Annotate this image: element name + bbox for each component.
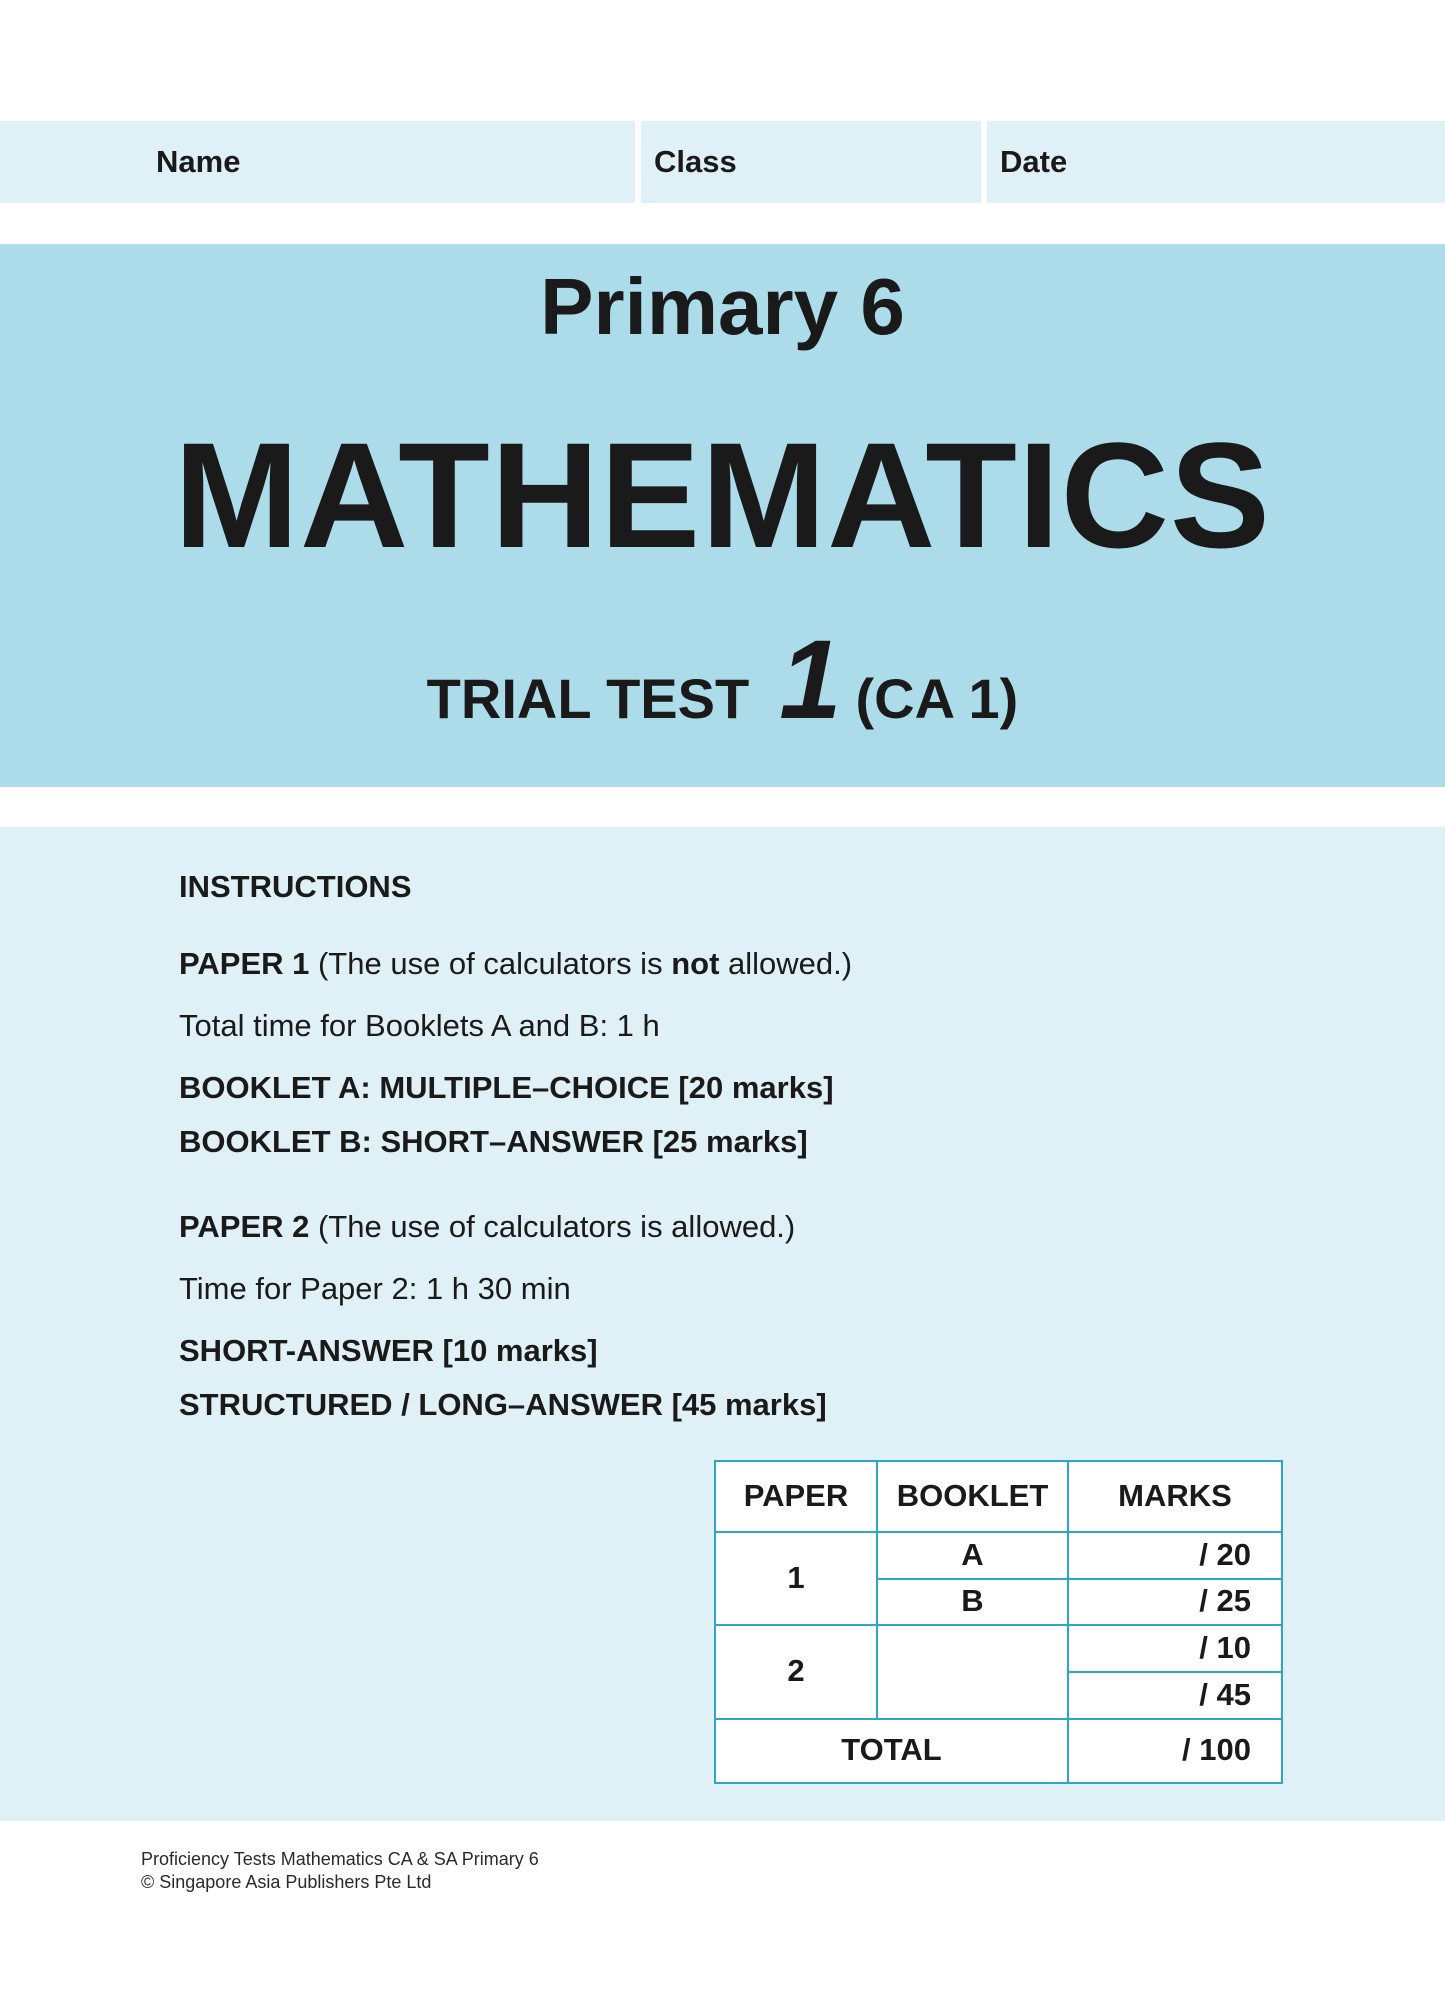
date-field[interactable] [987,121,1445,203]
paper1-note-prefix: (The use of calculators is [317,946,663,981]
marks-paper2-2-cell[interactable]: / 45 [1199,1677,1251,1712]
test-title [0,615,1445,744]
paper1-note-emphasis: not [671,946,720,981]
header-marks: MARKS [1118,1478,1232,1513]
marks-paper2-1-cell[interactable]: / 10 [1199,1630,1251,1665]
marks-a-cell[interactable]: / 20 [1199,1537,1251,1572]
paper1-booklet-a: BOOKLET A: MULTIPLE–CHOICE [20 marks] [179,1070,834,1105]
table-rule-header [716,1531,1281,1533]
student-info-fields [0,121,1445,203]
total-label: TOTAL [841,1732,942,1767]
booklet-a-cell: A [961,1537,984,1572]
test-code: (CA 1) [855,667,1019,730]
footer-title: Proficiency Tests Mathematics CA & SA Primary 6 [141,1849,539,1869]
test-number: 1 [779,617,842,742]
level-title: Primary 6 [540,262,905,351]
header-booklet: BOOKLET [896,1478,1049,1513]
marks-b-cell[interactable]: / 25 [1199,1583,1251,1618]
table-rule-marks-2 [1068,1671,1281,1673]
paper1-line [179,944,852,984]
paper1-number: 1 [787,1560,805,1595]
paper2-short-answer: SHORT-ANSWER [10 marks] [179,1333,598,1368]
table-rule-paper2 [716,1718,1281,1720]
footer-copyright: © Singapore Asia Publishers Pte Ltd [141,1872,432,1892]
marks-table [714,1460,1283,1784]
test-label: TRIAL TEST [426,667,750,730]
date-label: Date [1000,144,1068,179]
class-field[interactable] [641,121,981,203]
name-label: Name [156,144,241,179]
table-rule-paper1 [716,1624,1281,1626]
paper1-note-suffix: allowed.) [728,946,853,981]
class-label: Class [654,144,737,179]
header-paper: PAPER [743,1478,849,1513]
paper1-label: PAPER 1 [179,946,310,981]
paper2-structured: STRUCTURED / LONG–ANSWER [45 marks] [179,1387,827,1422]
paper1-time: Total time for Booklets A and B: 1 h [179,1008,660,1043]
total-marks-cell[interactable]: / 100 [1182,1732,1251,1767]
paper2-time: Time for Paper 2: 1 h 30 min [179,1271,571,1306]
paper2-line [179,1207,795,1247]
paper2-label: PAPER 2 [179,1209,310,1244]
paper2-number: 2 [787,1653,805,1688]
subject-title: MATHEMATICS [174,411,1271,579]
booklet-b-cell: B [961,1583,984,1618]
instructions-heading: INSTRUCTIONS [179,869,412,904]
paper1-booklet-b: BOOKLET B: SHORT–ANSWER [25 marks] [179,1124,808,1159]
paper2-note: (The use of calculators is allowed.) [317,1209,796,1244]
table-rule-booklet-ab [877,1578,1281,1580]
name-field[interactable] [0,121,635,203]
